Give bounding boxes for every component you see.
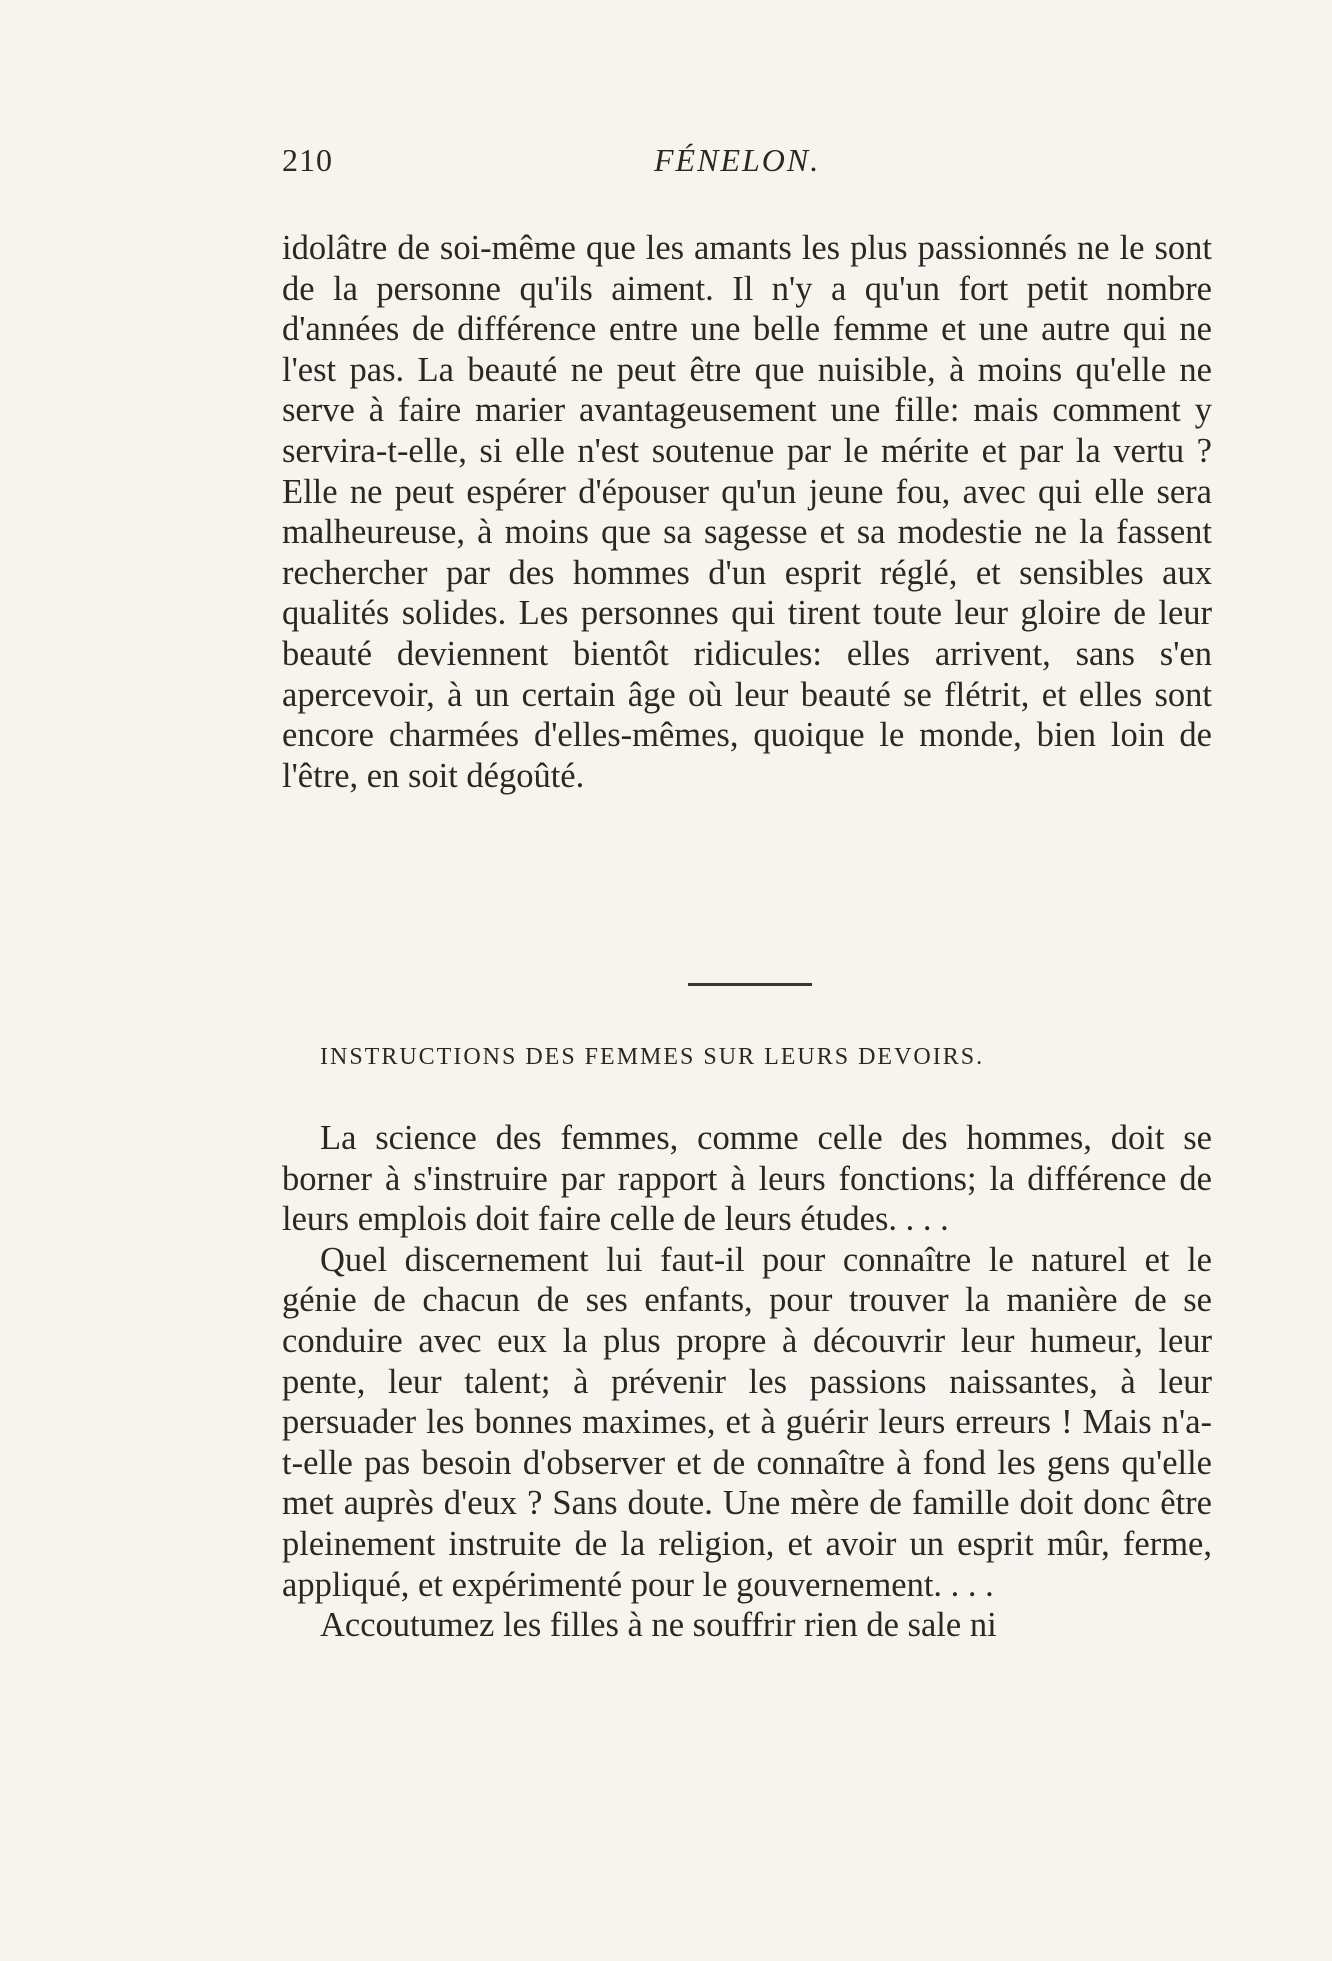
paragraph: La science des femmes, comme celle des hommes, doit se borner à s'instruire par rapport à leurs fonctions; la différence de leurs emplois doit faire celle de leurs études. . . . <box>282 1119 1212 1239</box>
section-2-body <box>282 1118 1212 1646</box>
paragraph: Quel discernement lui faut-il pour connaître le naturel et le génie de chacun de ses enfants, pour trouver la manière de se conduire avec eux la plus propre à découvrir leur humeur, leur pente, leur talent; à prévenir les passions naissantes, à leur persuader les bonnes maximes, et à guérir leurs erreurs ! Mais n'a-t-elle pas besoin d'observer et de connaître à fond les gens qu'elle met auprès d'eux ? Sans doute. Une mère de famille doit donc être pleinement instruite de la religion, et avoir un esprit mûr, ferme, appliqué, et expérimenté pour le gouvernement. . . . <box>282 1240 1212 1604</box>
paragraph: idolâtre de soi-même que les amants les plus passionnés ne le sont de la personne qu'ils aiment. Il n'y a qu'un fort petit nombre d'années de différence entre une belle femme et une autre qui ne l'est pas. La beauté ne peut être que nuisible, à moins qu'elle ne serve à faire marier avantageusement une fille: mais comment y servira-t-elle, si elle n'est soutenue par le mérite et par la vertu ? Elle ne peut espérer d'épouser qu'un jeune fou, avec qui elle sera malheureuse, à moins que sa sagesse et sa modestie ne la fassent rechercher par des hommes d'un esprit réglé, et sensibles aux qualités solides. Les personnes qui tirent toute leur gloire de leur beauté deviennent bientôt ridicules: elles arrivent, sans s'en apercevoir, à un certain âge où leur beauté se flétrit, et elles sont encore charmées d'elles-mêmes, quoique le monde, bien loin de l'être, en soit dégoûté. <box>282 229 1212 795</box>
section-1-body <box>282 228 1212 796</box>
section-heading: INSTRUCTIONS DES FEMMES SUR LEURS DEVOIRS. <box>320 1044 985 1070</box>
paragraph: Accoutumez les filles à ne souffrir rien de sale ni <box>320 1606 997 1645</box>
running-title: FÉNELON. <box>654 142 821 178</box>
page-number: 210 <box>282 142 333 178</box>
running-head <box>282 142 1212 192</box>
section-divider <box>688 983 812 986</box>
